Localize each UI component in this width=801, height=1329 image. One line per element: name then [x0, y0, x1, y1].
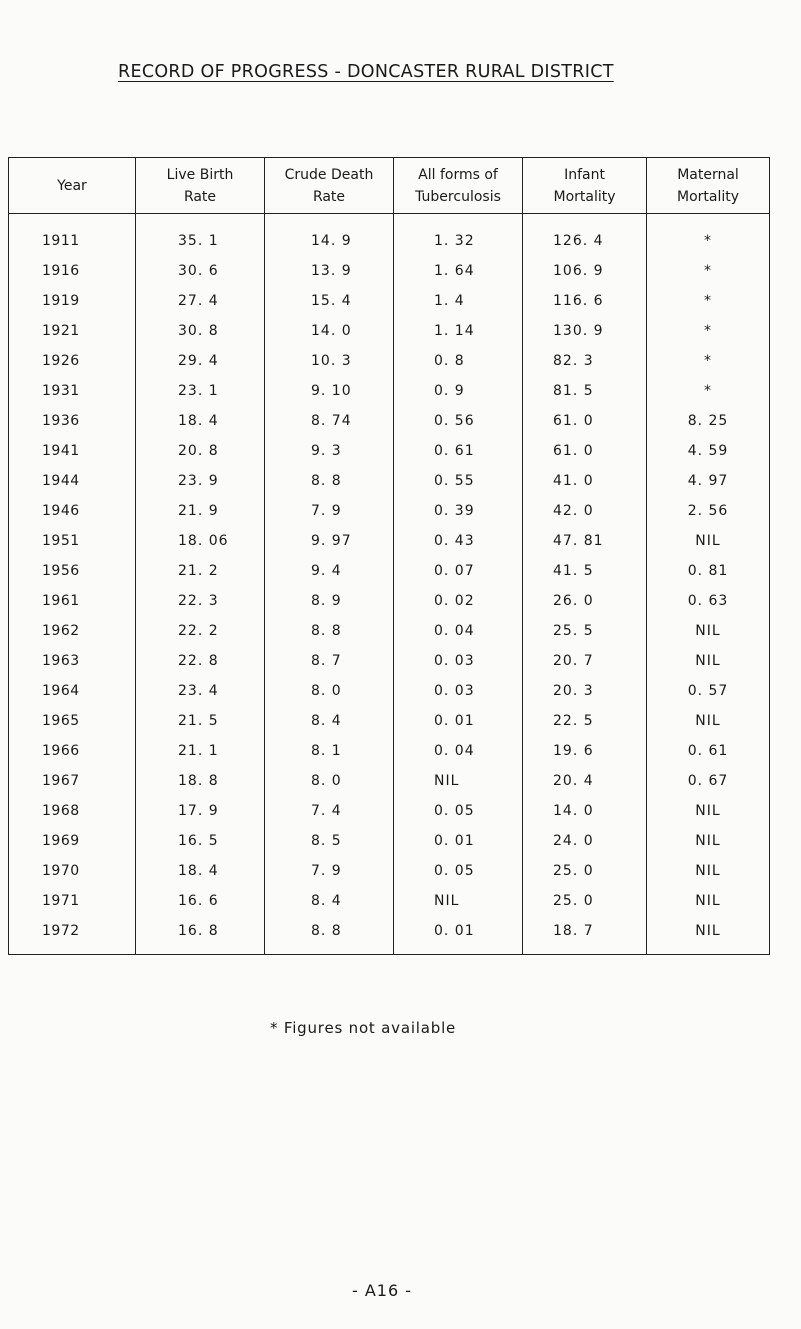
infant-mortality-cell: 61. 0: [523, 436, 647, 466]
table-row: [9, 706, 770, 736]
live-birth-cell: 16. 6: [136, 886, 265, 916]
crude-death-cell: 9. 10: [265, 376, 394, 406]
infant-mortality-cell: 19. 6: [523, 736, 647, 766]
header-maternal-mortality: Maternal Mortality: [647, 158, 770, 214]
table-row: [9, 586, 770, 616]
tuberculosis-cell: 0. 9: [394, 376, 523, 406]
maternal-mortality-cell: *: [647, 346, 770, 376]
year-cell: 1961: [9, 586, 136, 616]
crude-death-cell: 8. 0: [265, 766, 394, 796]
table-row: [9, 286, 770, 316]
infant-mortality-cell: 41. 5: [523, 556, 647, 586]
infant-mortality-cell: 41. 0: [523, 466, 647, 496]
maternal-mortality-cell: NIL: [647, 796, 770, 826]
maternal-mortality-cell: NIL: [647, 706, 770, 736]
tuberculosis-cell: 1. 14: [394, 316, 523, 346]
tuberculosis-cell: 1. 4: [394, 286, 523, 316]
infant-mortality-cell: 18. 7: [523, 916, 647, 955]
maternal-mortality-cell: *: [647, 316, 770, 346]
table-row: [9, 646, 770, 676]
tuberculosis-cell: 0. 01: [394, 826, 523, 856]
tuberculosis-cell: 0. 07: [394, 556, 523, 586]
table-row: [9, 316, 770, 346]
tuberculosis-cell: 0. 56: [394, 406, 523, 436]
table-row: [9, 466, 770, 496]
maternal-mortality-cell: NIL: [647, 526, 770, 556]
infant-mortality-cell: 20. 3: [523, 676, 647, 706]
live-birth-cell: 20. 8: [136, 436, 265, 466]
maternal-mortality-cell: 0. 61: [647, 736, 770, 766]
table-row: [9, 796, 770, 826]
maternal-mortality-cell: *: [647, 256, 770, 286]
year-cell: 1931: [9, 376, 136, 406]
table-row: [9, 886, 770, 916]
crude-death-cell: 8. 74: [265, 406, 394, 436]
crude-death-cell: 10. 3: [265, 346, 394, 376]
live-birth-cell: 21. 2: [136, 556, 265, 586]
tuberculosis-cell: 0. 02: [394, 586, 523, 616]
page-title: RECORD OF PROGRESS - DONCASTER RURAL DISTRICT: [118, 62, 614, 82]
tuberculosis-cell: 0. 61: [394, 436, 523, 466]
crude-death-cell: 7. 9: [265, 496, 394, 526]
crude-death-cell: 8. 8: [265, 466, 394, 496]
maternal-mortality-cell: NIL: [647, 916, 770, 955]
live-birth-cell: 18. 4: [136, 406, 265, 436]
live-birth-cell: 23. 9: [136, 466, 265, 496]
crude-death-cell: 7. 4: [265, 796, 394, 826]
maternal-mortality-cell: 0. 67: [647, 766, 770, 796]
crude-death-cell: 8. 0: [265, 676, 394, 706]
live-birth-cell: 17. 9: [136, 796, 265, 826]
maternal-mortality-cell: 0. 63: [647, 586, 770, 616]
year-cell: 1951: [9, 526, 136, 556]
live-birth-cell: 21. 9: [136, 496, 265, 526]
maternal-mortality-cell: *: [647, 376, 770, 406]
live-birth-cell: 23. 1: [136, 376, 265, 406]
infant-mortality-cell: 14. 0: [523, 796, 647, 826]
infant-mortality-cell: 82. 3: [523, 346, 647, 376]
year-cell: 1970: [9, 856, 136, 886]
table-row: [9, 406, 770, 436]
crude-death-cell: 8. 5: [265, 826, 394, 856]
live-birth-cell: 18. 4: [136, 856, 265, 886]
live-birth-cell: 35. 1: [136, 214, 265, 257]
maternal-mortality-cell: NIL: [647, 616, 770, 646]
crude-death-cell: 7. 9: [265, 856, 394, 886]
infant-mortality-cell: 116. 6: [523, 286, 647, 316]
infant-mortality-cell: 25. 0: [523, 886, 647, 916]
tuberculosis-cell: 0. 55: [394, 466, 523, 496]
header-crude-death-rate: Crude Death Rate: [265, 158, 394, 214]
maternal-mortality-cell: 4. 59: [647, 436, 770, 466]
year-cell: 1916: [9, 256, 136, 286]
crude-death-cell: 8. 7: [265, 646, 394, 676]
tuberculosis-cell: 0. 04: [394, 736, 523, 766]
tuberculosis-cell: 0. 05: [394, 856, 523, 886]
table-row: [9, 436, 770, 466]
year-cell: 1946: [9, 496, 136, 526]
live-birth-cell: 30. 6: [136, 256, 265, 286]
table-row: [9, 496, 770, 526]
infant-mortality-cell: 61. 0: [523, 406, 647, 436]
year-cell: 1962: [9, 616, 136, 646]
crude-death-cell: 8. 9: [265, 586, 394, 616]
year-cell: 1967: [9, 766, 136, 796]
tuberculosis-cell: 1. 64: [394, 256, 523, 286]
table-row: [9, 526, 770, 556]
live-birth-cell: 16. 8: [136, 916, 265, 955]
header-tuberculosis: All forms of Tuberculosis: [394, 158, 523, 214]
page-number: - A16 -: [352, 1281, 413, 1300]
header-infant-mortality: Infant Mortality: [523, 158, 647, 214]
tuberculosis-cell: 0. 39: [394, 496, 523, 526]
tuberculosis-cell: 0. 03: [394, 676, 523, 706]
tuberculosis-cell: 0. 43: [394, 526, 523, 556]
infant-mortality-cell: 47. 81: [523, 526, 647, 556]
year-cell: 1965: [9, 706, 136, 736]
live-birth-cell: 29. 4: [136, 346, 265, 376]
table-row: [9, 856, 770, 886]
maternal-mortality-cell: 8. 25: [647, 406, 770, 436]
year-cell: 1969: [9, 826, 136, 856]
year-cell: 1963: [9, 646, 136, 676]
infant-mortality-cell: 20. 4: [523, 766, 647, 796]
year-cell: 1926: [9, 346, 136, 376]
maternal-mortality-cell: NIL: [647, 646, 770, 676]
live-birth-cell: 16. 5: [136, 826, 265, 856]
table-row: [9, 556, 770, 586]
header-live-birth-rate: Live Birth Rate: [136, 158, 265, 214]
live-birth-cell: 22. 3: [136, 586, 265, 616]
tuberculosis-cell: 1. 32: [394, 214, 523, 257]
maternal-mortality-cell: 4. 97: [647, 466, 770, 496]
maternal-mortality-cell: *: [647, 214, 770, 257]
table-row: [9, 376, 770, 406]
crude-death-cell: 9. 4: [265, 556, 394, 586]
infant-mortality-cell: 130. 9: [523, 316, 647, 346]
year-cell: 1944: [9, 466, 136, 496]
infant-mortality-cell: 22. 5: [523, 706, 647, 736]
maternal-mortality-cell: 0. 57: [647, 676, 770, 706]
crude-death-cell: 8. 8: [265, 616, 394, 646]
live-birth-cell: 21. 5: [136, 706, 265, 736]
live-birth-cell: 22. 2: [136, 616, 265, 646]
year-cell: 1956: [9, 556, 136, 586]
live-birth-cell: 27. 4: [136, 286, 265, 316]
table-header: [9, 158, 770, 214]
crude-death-cell: 14. 0: [265, 316, 394, 346]
table-row: [9, 676, 770, 706]
maternal-mortality-cell: 2. 56: [647, 496, 770, 526]
year-cell: 1971: [9, 886, 136, 916]
live-birth-cell: 21. 1: [136, 736, 265, 766]
table-row: [9, 616, 770, 646]
tuberculosis-cell: 0. 8: [394, 346, 523, 376]
crude-death-cell: 9. 97: [265, 526, 394, 556]
tuberculosis-cell: 0. 04: [394, 616, 523, 646]
year-cell: 1911: [9, 214, 136, 257]
maternal-mortality-cell: NIL: [647, 826, 770, 856]
maternal-mortality-cell: 0. 81: [647, 556, 770, 586]
tuberculosis-cell: 0. 05: [394, 796, 523, 826]
infant-mortality-cell: 20. 7: [523, 646, 647, 676]
year-cell: 1968: [9, 796, 136, 826]
infant-mortality-cell: 106. 9: [523, 256, 647, 286]
live-birth-cell: 30. 8: [136, 316, 265, 346]
live-birth-cell: 18. 8: [136, 766, 265, 796]
table-row: [9, 346, 770, 376]
maternal-mortality-cell: NIL: [647, 886, 770, 916]
crude-death-cell: 8. 1: [265, 736, 394, 766]
infant-mortality-cell: 126. 4: [523, 214, 647, 257]
table-row: [9, 214, 770, 257]
maternal-mortality-cell: NIL: [647, 856, 770, 886]
live-birth-cell: 22. 8: [136, 646, 265, 676]
live-birth-cell: 18. 06: [136, 526, 265, 556]
infant-mortality-cell: 81. 5: [523, 376, 647, 406]
header-year: Year: [9, 158, 136, 214]
year-cell: 1964: [9, 676, 136, 706]
progress-table: [8, 157, 770, 955]
year-cell: 1966: [9, 736, 136, 766]
table-row: [9, 826, 770, 856]
crude-death-cell: 8. 8: [265, 916, 394, 955]
crude-death-cell: 13. 9: [265, 256, 394, 286]
crude-death-cell: 14. 9: [265, 214, 394, 257]
table-row: [9, 766, 770, 796]
footnote: * Figures not available: [270, 1019, 457, 1037]
table-row: [9, 736, 770, 766]
maternal-mortality-cell: *: [647, 286, 770, 316]
year-cell: 1941: [9, 436, 136, 466]
crude-death-cell: 8. 4: [265, 886, 394, 916]
table-row: [9, 916, 770, 955]
crude-death-cell: 8. 4: [265, 706, 394, 736]
crude-death-cell: 15. 4: [265, 286, 394, 316]
year-cell: 1921: [9, 316, 136, 346]
table-body: [9, 214, 770, 955]
crude-death-cell: 9. 3: [265, 436, 394, 466]
tuberculosis-cell: NIL: [394, 886, 523, 916]
year-cell: 1919: [9, 286, 136, 316]
tuberculosis-cell: 0. 01: [394, 916, 523, 955]
tuberculosis-cell: 0. 01: [394, 706, 523, 736]
tuberculosis-cell: 0. 03: [394, 646, 523, 676]
infant-mortality-cell: 42. 0: [523, 496, 647, 526]
infant-mortality-cell: 26. 0: [523, 586, 647, 616]
infant-mortality-cell: 24. 0: [523, 826, 647, 856]
year-cell: 1936: [9, 406, 136, 436]
table-row: [9, 256, 770, 286]
infant-mortality-cell: 25. 5: [523, 616, 647, 646]
year-cell: 1972: [9, 916, 136, 955]
infant-mortality-cell: 25. 0: [523, 856, 647, 886]
live-birth-cell: 23. 4: [136, 676, 265, 706]
tuberculosis-cell: NIL: [394, 766, 523, 796]
